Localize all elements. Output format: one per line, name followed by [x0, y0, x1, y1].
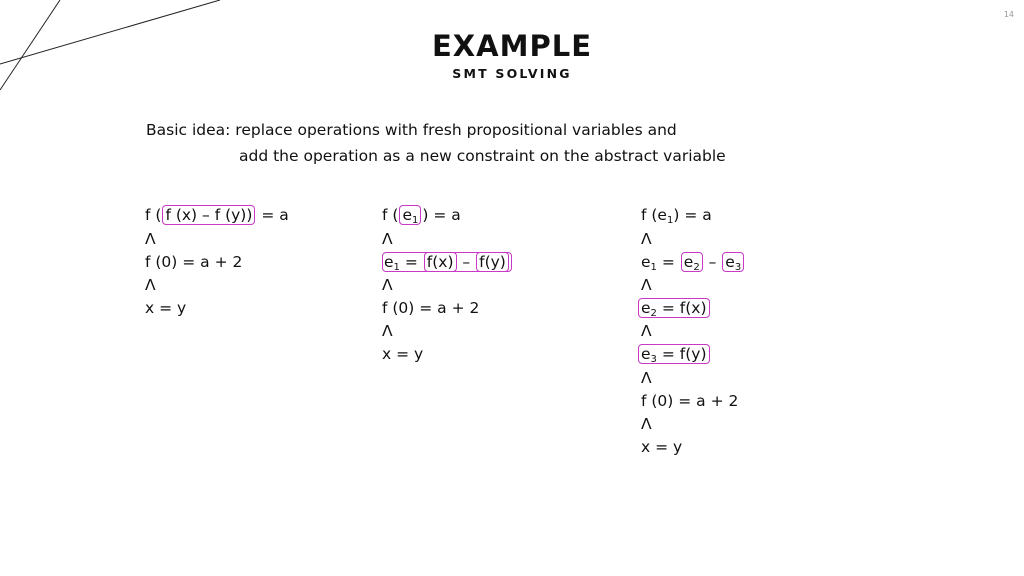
and-symbol: Λ [641, 369, 652, 387]
formula-line: f (0) = a + 2 [145, 253, 243, 271]
formula-line [641, 345, 711, 363]
formula-line: f (0) = a + 2 [382, 299, 480, 317]
intro-line-1: Basic idea: replace operations with fresh propositional variables and [146, 121, 677, 139]
highlight-box: $e_1$ [399, 205, 421, 225]
formula-line [382, 253, 513, 271]
highlight-box: $e_3 = f(y)$ [638, 344, 710, 364]
and-symbol: Λ [382, 276, 393, 294]
highlight-box: $e_2 = f(x)$ [638, 298, 710, 318]
formula-line: f ( $e_1$ ) = a [382, 206, 461, 226]
formula-line [641, 299, 711, 317]
and-symbol: Λ [641, 415, 652, 433]
slide-title: EXAMPLE [431, 29, 592, 63]
formula-line: f $(e_1) = a$ [641, 206, 712, 226]
formula-line: f (0) = a + 2 [641, 392, 739, 410]
and-symbol: Λ [641, 322, 652, 340]
highlight-box: $e_3$ [722, 252, 744, 272]
and-symbol: Λ [641, 230, 652, 248]
intro-line-2: add the operation as a new constraint on the abstract variable [239, 147, 726, 165]
and-symbol: Λ [382, 230, 393, 248]
highlight-box: f (x) – f (y)) [162, 205, 255, 225]
highlight-box: f(y) [476, 252, 509, 272]
formula-line: f ( f (x) – f (y)) = a [145, 206, 289, 224]
and-symbol: Λ [641, 276, 652, 294]
slide-subtitle: SMT SOLVING [452, 66, 572, 81]
formula-line: x = y [382, 345, 424, 363]
formula-line: $e_1 = e_2 - e_3$ [641, 253, 745, 271]
formula-line: x = y [145, 299, 187, 317]
highlight-box: f(x) [424, 252, 457, 272]
formula-line: x = y [641, 438, 683, 456]
page-number: 14 [1003, 10, 1014, 19]
highlight-box: $e_2$ [681, 252, 703, 272]
and-symbol: Λ [145, 276, 156, 294]
and-symbol: Λ [145, 230, 156, 248]
and-symbol: Λ [382, 322, 393, 340]
highlight-box: $e_1 = f(x) - f(y)$ [382, 252, 512, 272]
